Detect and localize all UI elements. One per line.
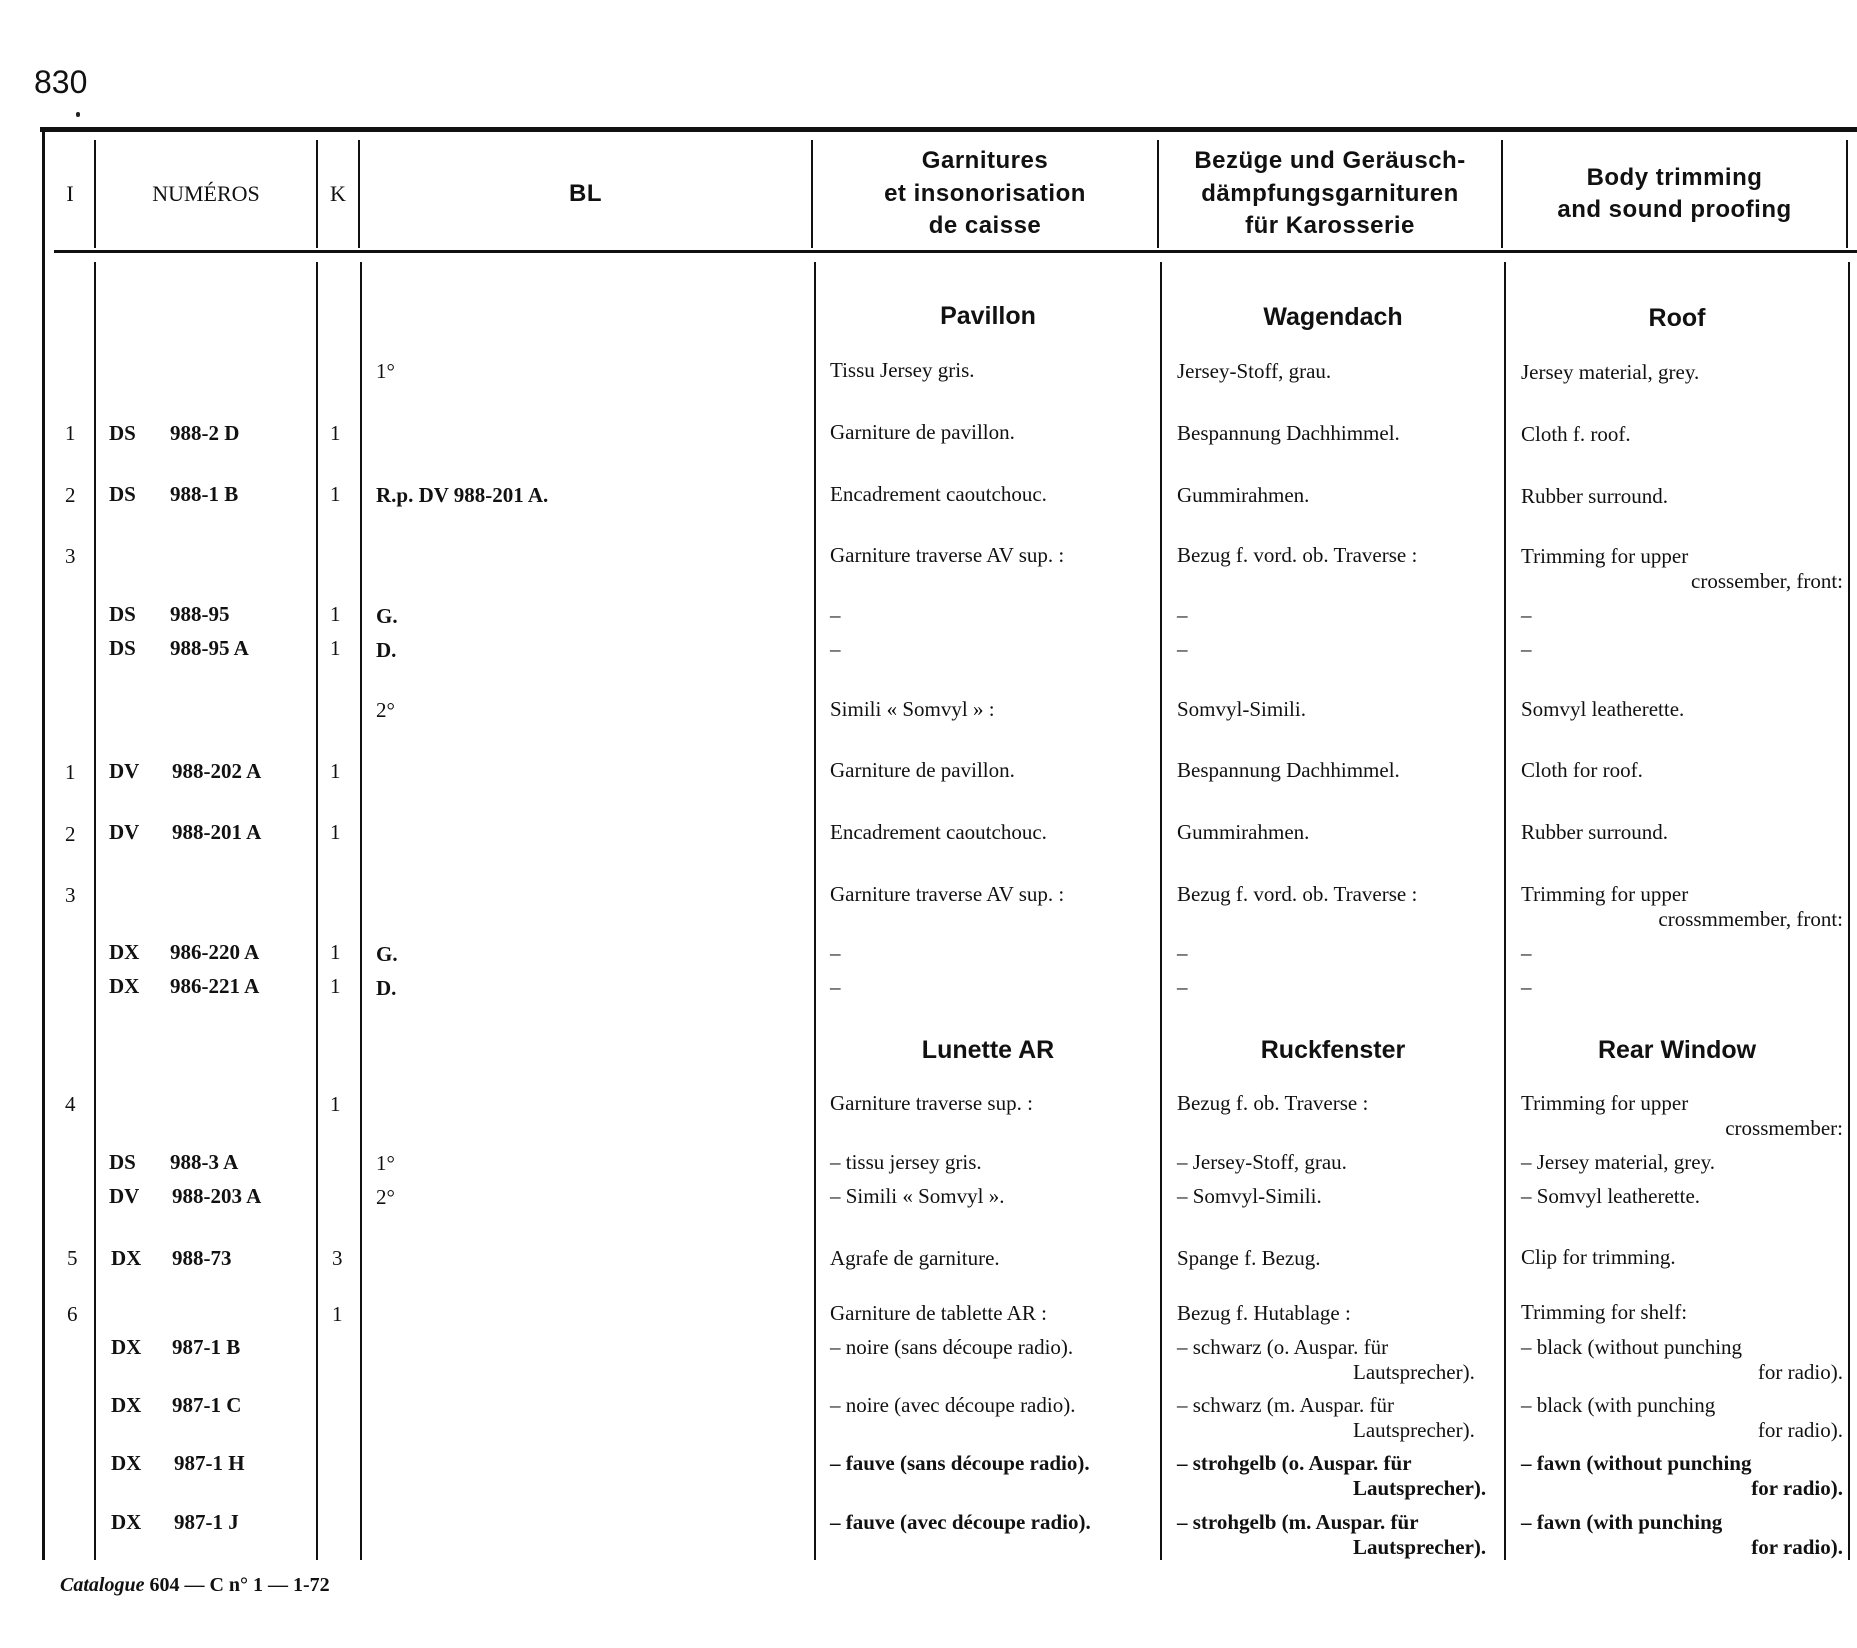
german-cell: – schwarz (m. Auspar. für [1177, 1393, 1394, 1417]
german-cell-continued: Lautsprecher). [1353, 1418, 1475, 1442]
bl-cell: R.p. DV 988-201 A. [376, 483, 549, 507]
k-cell: 1 [330, 940, 341, 964]
english-cell: Trimming for upper [1521, 544, 1689, 568]
german-cell: Gummirahmen. [1177, 820, 1310, 844]
german-cell: Bespannung Dachhimmel. [1177, 758, 1400, 782]
german-cell: Bezug f. vord. ob. Traverse : [1177, 543, 1418, 567]
prefix-cell: DS [109, 1150, 136, 1174]
bl-cell: G. [376, 604, 398, 628]
prefix-cell: DS [109, 421, 136, 445]
column-rule [1848, 262, 1850, 1560]
header-bl: BL [569, 179, 602, 207]
number-cell: 986-221 A [170, 974, 260, 998]
item-cell: 1 [65, 421, 76, 445]
french-cell: Encadrement caoutchouc. [830, 482, 1047, 506]
column-rule [316, 262, 318, 1560]
english-cell: – Jersey material, grey. [1521, 1150, 1715, 1174]
english-cell: – Somvyl leatherette. [1521, 1184, 1701, 1208]
footer-catalogue-label: Catalogue [60, 1574, 145, 1596]
number-cell: 988-201 A [172, 820, 262, 844]
english-cell-continued: for radio). [1757, 1418, 1843, 1442]
french-cell: – tissu jersey gris. [830, 1150, 982, 1174]
number-cell: 988-3 A [170, 1150, 239, 1174]
section-title-en: Rear Window [1597, 1036, 1757, 1064]
section-title-en: Roof [1648, 304, 1706, 332]
number-cell: 988-203 A [172, 1184, 262, 1208]
number-cell: 988-73 [172, 1246, 232, 1270]
french-cell: – noire (sans découpe radio). [830, 1335, 1074, 1359]
header-bottom-rule [54, 250, 1857, 253]
number-cell: 987-1 H [174, 1451, 245, 1475]
prefix-cell: DX [111, 1246, 142, 1270]
french-cell: – fauve (sans découpe radio). [830, 1451, 1090, 1475]
german-cell: – [1177, 603, 1188, 627]
english-cell: – black (with punching [1521, 1393, 1716, 1417]
k-cell: 1 [330, 974, 341, 998]
column-rule [1504, 262, 1506, 1560]
bl-cell: 1° [376, 1151, 395, 1175]
german-cell: – [1177, 975, 1188, 999]
number-cell: 987-1 C [172, 1393, 242, 1417]
header-english: Body trimming and sound proofing [1557, 163, 1792, 223]
item-cell: 3 [65, 544, 76, 568]
english-cell-continued: crossmember: [1725, 1116, 1843, 1140]
french-cell: – fauve (avec découpe radio). [830, 1510, 1091, 1534]
item-cell: 3 [65, 883, 76, 907]
k-cell: 1 [330, 602, 341, 626]
french-cell: Garniture de tablette AR : [830, 1301, 1047, 1325]
french-cell: Encadrement caoutchouc. [830, 820, 1047, 844]
german-cell: – strohgelb (m. Auspar. für [1177, 1510, 1419, 1534]
k-cell: 1 [330, 1092, 341, 1116]
top-rule [40, 127, 1857, 132]
item-cell: 2 [65, 822, 76, 846]
german-cell: Gummirahmen. [1177, 483, 1310, 507]
prefix-cell: DX [111, 1393, 142, 1417]
german-cell: Spange f. Bezug. [1177, 1246, 1321, 1270]
footer-reference: 604 — C n° 1 — 1-72 [149, 1574, 330, 1596]
section-title-fr: Lunette AR [921, 1036, 1055, 1064]
german-cell: Bezug f. vord. ob. Traverse : [1177, 882, 1418, 906]
german-cell: Bespannung Dachhimmel. [1177, 421, 1400, 445]
french-cell: – [830, 603, 841, 627]
german-cell: Bezug f. Hutablage : [1177, 1301, 1351, 1325]
english-cell: – [1521, 603, 1532, 627]
german-cell: Jersey-Stoff, grau. [1177, 359, 1332, 383]
french-cell: – [830, 975, 841, 999]
english-cell: – black (without punching [1521, 1335, 1743, 1359]
english-cell: Trimming for upper [1521, 1091, 1689, 1115]
number-cell: 988-95 [170, 602, 230, 626]
prefix-cell: DS [109, 636, 136, 660]
english-cell: Cloth for roof. [1521, 758, 1643, 782]
german-cell-continued: Lautsprecher). [1353, 1535, 1487, 1559]
item-cell: 6 [67, 1302, 78, 1326]
header-numbers: NUMÉROS [152, 181, 260, 207]
bl-cell: D. [376, 976, 397, 1000]
catalogue-footer [60, 1574, 330, 1597]
english-cell: Somvyl leatherette. [1521, 697, 1685, 721]
number-cell: 988-2 D [170, 421, 240, 445]
french-cell: – noire (avec découpe radio). [830, 1393, 1076, 1417]
number-cell: 988-95 A [170, 636, 249, 660]
prefix-cell: DX [109, 974, 140, 998]
k-cell: 3 [332, 1246, 343, 1270]
number-cell: 987-1 B [172, 1335, 241, 1359]
english-cell: Clip for trimming. [1521, 1245, 1676, 1269]
german-cell-continued: Lautsprecher). [1353, 1360, 1475, 1384]
english-cell: Trimming for upper [1521, 882, 1689, 906]
prefix-cell: DX [111, 1451, 142, 1475]
german-cell: – strohgelb (o. Auspar. für [1177, 1451, 1412, 1475]
k-cell: 1 [330, 421, 341, 445]
german-cell-continued: Lautsprecher). [1353, 1476, 1487, 1500]
german-cell: – schwarz (o. Auspar. für [1177, 1335, 1389, 1359]
french-cell: Garniture de pavillon. [830, 758, 1015, 782]
english-cell: Jersey material, grey. [1521, 360, 1700, 384]
french-cell: – Simili « Somvyl ». [830, 1184, 1005, 1208]
prefix-cell: DX [111, 1510, 142, 1534]
item-cell: 2 [65, 483, 76, 507]
french-cell: Simili « Somvyl » : [830, 697, 995, 721]
english-cell: Rubber surround. [1521, 484, 1668, 508]
column-rule [814, 262, 816, 1560]
item-cell: 4 [65, 1092, 76, 1116]
english-cell: – fawn (with punching [1521, 1510, 1723, 1534]
english-cell-continued: for radio). [1757, 1360, 1843, 1384]
german-cell: Somvyl-Simili. [1177, 697, 1306, 721]
bl-cell: 1° [376, 359, 395, 383]
page-number: 830 [34, 64, 88, 100]
section-title-fr: Pavillon [940, 302, 1036, 330]
k-cell: 1 [330, 482, 341, 506]
item-cell: 5 [67, 1246, 78, 1270]
page-mark [76, 112, 80, 117]
k-cell: 1 [330, 820, 341, 844]
german-cell: – Jersey-Stoff, grau. [1177, 1150, 1347, 1174]
number-cell: 986-220 A [170, 940, 260, 964]
prefix-cell: DX [109, 940, 140, 964]
english-cell: Cloth f. roof. [1521, 422, 1631, 446]
bl-cell: D. [376, 638, 397, 662]
english-cell: – fawn (without punching [1521, 1451, 1752, 1475]
prefix-cell: DV [109, 759, 140, 783]
prefix-cell: DV [109, 1184, 140, 1208]
english-cell: – [1521, 975, 1532, 999]
english-cell-continued: for radio). [1751, 1535, 1843, 1559]
header-k: K [330, 181, 346, 207]
column-rule [42, 132, 45, 1560]
column-rule [1160, 262, 1162, 1560]
french-cell: – [830, 941, 841, 965]
header-french: Garnitures et insonorisation de caisse [884, 147, 1086, 240]
german-cell: – [1177, 637, 1188, 661]
german-cell: Bezug f. ob. Traverse : [1177, 1091, 1369, 1115]
english-cell: – [1521, 637, 1532, 661]
prefix-cell: DS [109, 602, 136, 626]
prefix-cell: DS [109, 482, 136, 506]
k-cell: 1 [330, 759, 341, 783]
german-cell: – [1177, 941, 1188, 965]
column-rule [94, 262, 96, 1560]
item-cell: 1 [65, 760, 76, 784]
french-cell: Tissu Jersey gris. [830, 358, 975, 382]
french-cell: Garniture de pavillon. [830, 420, 1015, 444]
prefix-cell: DV [109, 820, 140, 844]
column-rule [1846, 140, 1848, 248]
english-cell-continued: for radio). [1751, 1476, 1843, 1500]
english-cell-continued: crossmmember, front: [1658, 907, 1843, 931]
prefix-cell: DX [111, 1335, 142, 1359]
english-cell-continued: crossember, front: [1691, 569, 1843, 593]
bl-cell: G. [376, 942, 398, 966]
french-cell: Garniture traverse AV sup. : [830, 543, 1065, 567]
french-cell: Garniture traverse sup. : [830, 1091, 1033, 1115]
french-cell: Agrafe de garniture. [830, 1246, 1000, 1270]
bl-cell: 2° [376, 1185, 395, 1209]
section-title-de: Wagendach [1263, 303, 1403, 331]
number-cell: 987-1 J [174, 1510, 239, 1534]
english-cell: – [1521, 941, 1532, 965]
number-cell: 988-1 B [170, 482, 239, 506]
german-cell: – Somvyl-Simili. [1177, 1184, 1322, 1208]
french-cell: – [830, 637, 841, 661]
bl-cell: 2° [376, 698, 395, 722]
header-german: Bezüge und Geräusch- dämpfungsgarnituren für Karosserie [1194, 147, 1466, 240]
k-cell: 1 [330, 636, 341, 660]
english-cell: Rubber surround. [1521, 820, 1668, 844]
number-cell: 988-202 A [172, 759, 262, 783]
header-item: I [66, 181, 74, 207]
section-title-de: Ruckfenster [1260, 1036, 1406, 1064]
column-rule [360, 262, 362, 1560]
k-cell: 1 [332, 1302, 343, 1326]
english-cell: Trimming for shelf: [1521, 1300, 1688, 1324]
french-cell: Garniture traverse AV sup. : [830, 882, 1065, 906]
